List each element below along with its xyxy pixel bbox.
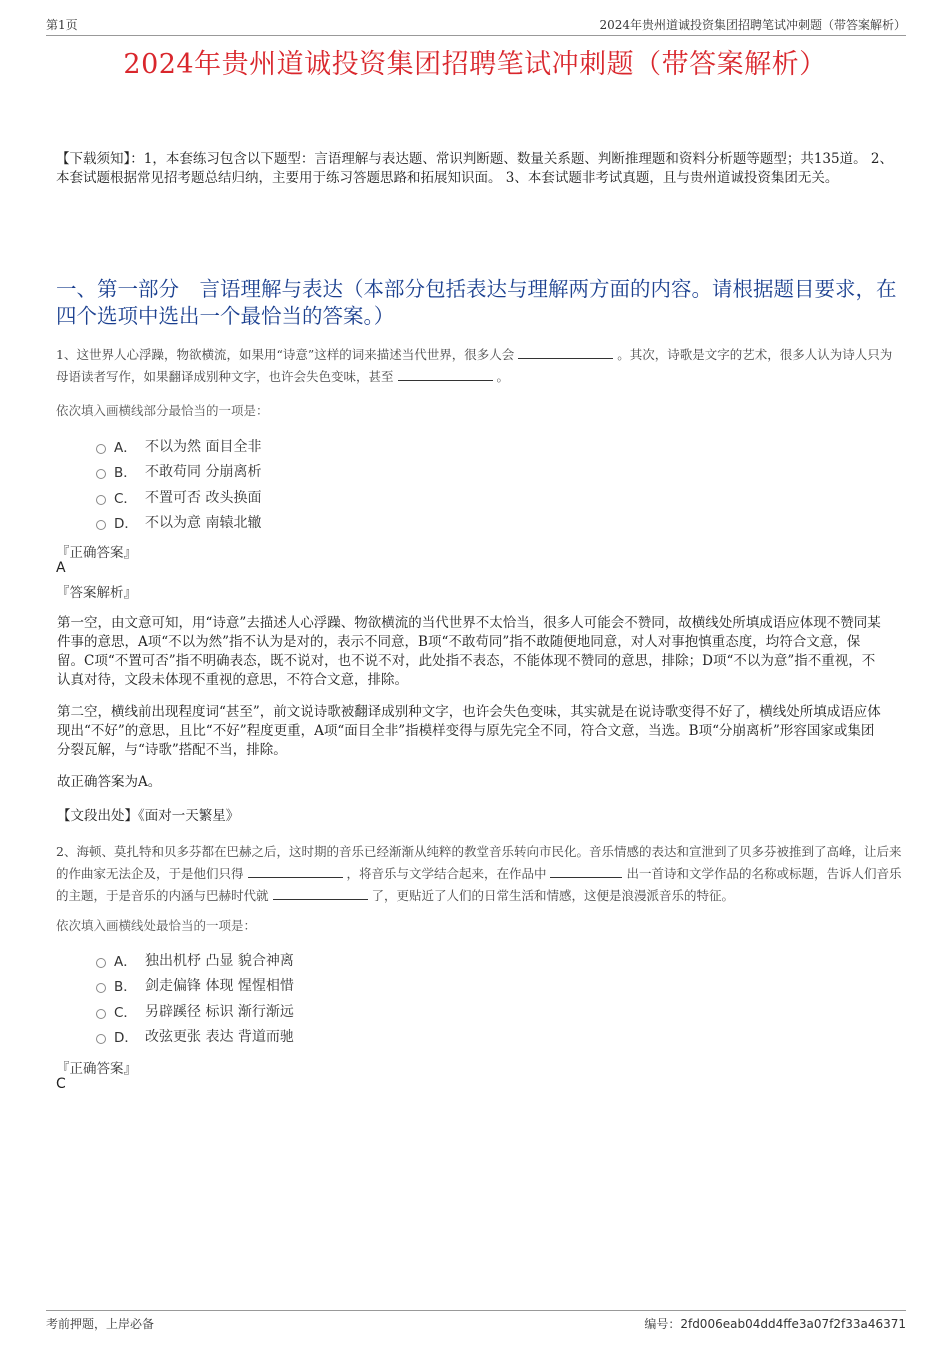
- option-text: 不以为然 面目全非: [145, 438, 262, 455]
- radio-icon[interactable]: [96, 958, 106, 968]
- answer-blank: [518, 345, 613, 359]
- radio-icon[interactable]: [96, 983, 106, 993]
- radio-icon[interactable]: [96, 495, 106, 505]
- question-1-text-b: 。其次，诗歌是文字的艺术，很多人认为诗人只为母语读者写作，如果翻译成别种文字，也许会失色变味，甚至: [56, 347, 893, 384]
- page-title: 2024年贵州道诚投资集团招聘笔试冲刺题（带答案解析）: [123, 49, 827, 80]
- analysis-label: 『答案解析』: [56, 585, 137, 601]
- option-letter: B．: [114, 979, 137, 996]
- question-2-options: [96, 947, 294, 1049]
- option-c[interactable]: [96, 998, 294, 1024]
- page-footer: [46, 1310, 906, 1332]
- question-2-prompt: 依次填入画横线处最恰当的一项是：: [56, 918, 257, 933]
- option-b[interactable]: [96, 973, 294, 999]
- header-doc-title: 2024年贵州道诚投资集团招聘笔试冲刺题（带答案解析）: [599, 18, 906, 32]
- radio-icon[interactable]: [96, 444, 106, 454]
- question-2-text-d: 了，更贴近了人们的日常生活和情感，这便是浪漫派音乐的特征。: [371, 888, 734, 903]
- answer-blank: [398, 367, 493, 381]
- radio-icon[interactable]: [96, 1034, 106, 1044]
- radio-icon[interactable]: [96, 469, 106, 479]
- answer-label: 『正确答案』: [56, 1061, 137, 1077]
- question-2-text-a: 2、海顿、莫扎特和贝多芬都在巴赫之后，这时期的音乐已经渐渐从纯粹的教堂音乐转向市民化。音乐情感的表达和宣泄到了贝多芬被推到了高峰，让后来的作曲家无法企及，于是他们只得: [56, 844, 902, 881]
- question-1-text-c: 。: [496, 369, 509, 384]
- option-b[interactable]: [96, 459, 261, 485]
- option-text: 独出机杼 凸显 貌合神离: [145, 952, 294, 969]
- option-letter: C．: [114, 1004, 137, 1021]
- option-text: 剑走偏锋 体现 惺惺相惜: [145, 978, 294, 995]
- option-letter: D．: [114, 516, 138, 533]
- section-heading: 一、第一部分 言语理解与表达（本部分包括表达与理解两方面的内容。请根据题目要求，在四个选项中选出一个最恰当的答案。）: [56, 277, 897, 328]
- option-letter: D．: [114, 1030, 138, 1047]
- passage-source: 【文段出处】《面对一天繁星》: [57, 808, 240, 824]
- document-code: [644, 1315, 906, 1332]
- radio-icon[interactable]: [96, 520, 106, 530]
- correct-answer: A: [56, 560, 66, 576]
- question-2-text-b: ，将音乐与文学结合起来，在作品中: [346, 866, 547, 881]
- radio-icon[interactable]: [96, 1009, 106, 1019]
- question-1-options: [96, 433, 261, 535]
- download-notice: 【下载须知】：1，本套练习包含以下题型：言语理解与表达题、常识判断题、数量关系题、判断推理题和资料分析题等题型；共135道。 2、本套试题根据常见招考题总结归纳，主要用于练习答题思路和拓展知识面。 3、本套试题非考试真题，且与贵州道诚投资集团无关。: [56, 151, 893, 186]
- option-a[interactable]: [96, 947, 294, 973]
- option-letter: A．: [114, 953, 137, 970]
- code-value: 2fd006eab04dd4ffe3a07f2f33a46371: [680, 1317, 906, 1331]
- option-c[interactable]: [96, 484, 261, 510]
- option-text: 不以为意 南辕北辙: [145, 515, 262, 532]
- option-text: 不置可否 改头换面: [145, 489, 262, 506]
- code-label: 编号：: [644, 1317, 681, 1331]
- question-1-prompt: 依次填入画横线部分最恰当的一项是：: [56, 403, 269, 418]
- option-text: 另辟蹊径 标识 渐行渐远: [145, 1003, 294, 1020]
- option-letter: B．: [114, 465, 137, 482]
- option-text: 不敢苟同 分崩离析: [145, 464, 262, 481]
- question-2-text-c: 出一首诗和文学作品的名称或标题，告诉人们音乐的主题，于是音乐的内涵与巴赫时代就: [56, 866, 902, 903]
- analysis-paragraph-1: 第一空，由文意可知，用“诗意”去描述人心浮躁、物欲横流的当代世界不太恰当，很多人可能会不赞同，故横线处所填成语应体现不赞同某件事的意思，A项“不以为然”指不认为是对的，表示不同意，B项“不敢苟同”指不敢随便地同意，对人对事抱慎重态度，均符合文意，保留。C项“不置可否”指不明确表态，既不说对，也不说不对，此处指不表态，不能体现不赞同的意思，排除；D项“不以为意”指不重视，不认真对待，文段未体现不重视的意思，不符合文意，排除。: [57, 615, 881, 688]
- option-letter: C．: [114, 490, 137, 507]
- answer-blank: [273, 886, 368, 900]
- page-header: [46, 14, 906, 36]
- question-2-text: [56, 841, 904, 907]
- footer-slogan: 考前押题，上岸必备: [46, 1317, 155, 1331]
- analysis-paragraph-2: 第二空，横线前出现程度词“甚至”，前文说诗歌被翻译成别种文字，也许会失色变味，其实就是在说诗歌变得不好了，横线处所填成语应体现出“不好”的意思，且比“不好”程度更重，A项“面目全非”指模样变得与原先完全不同，符合文意，当选。B项“分崩离析”形容国家或集团分裂瓦解，与“诗歌”搭配不当，排除。: [57, 704, 881, 758]
- question-1-text: [56, 344, 904, 388]
- option-letter: A．: [114, 439, 137, 456]
- answer-blank: [550, 864, 622, 878]
- analysis-conclusion: 故正确答案为A。: [57, 774, 162, 790]
- answer-blank: [248, 864, 343, 878]
- option-text: 改弦更张 表达 背道而驰: [145, 1029, 294, 1046]
- option-d[interactable]: [96, 510, 261, 536]
- option-a[interactable]: [96, 433, 261, 459]
- option-d[interactable]: [96, 1024, 294, 1050]
- page-number: 第1页: [46, 18, 78, 32]
- question-1-text-a: 1、这世界人心浮躁，物欲横流，如果用“诗意”这样的词来描述当代世界，很多人会: [56, 347, 515, 362]
- correct-answer: C: [56, 1076, 66, 1092]
- answer-label: 『正确答案』: [56, 545, 137, 561]
